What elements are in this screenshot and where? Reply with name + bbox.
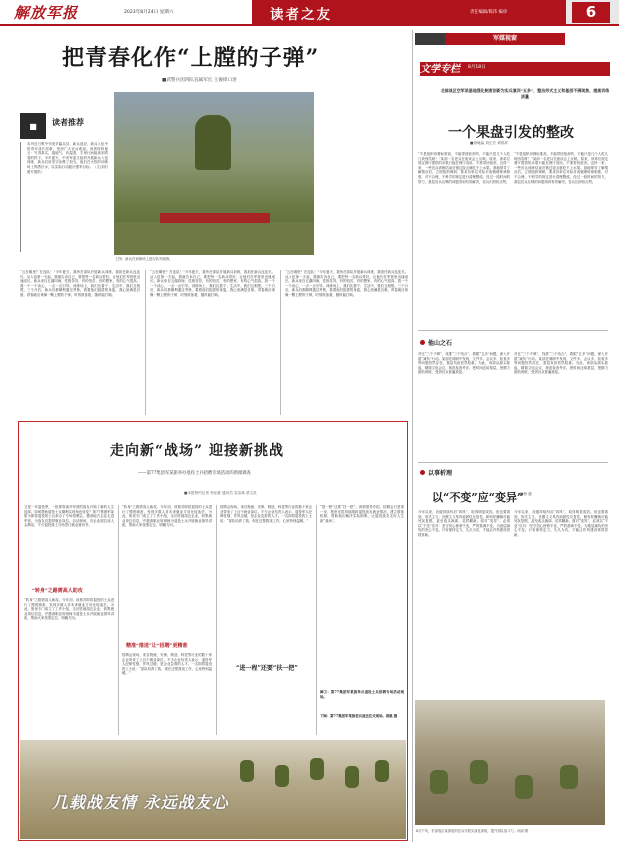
reading-rec-title: 读者推荐 (52, 117, 84, 127)
photo-caption: 上图：新兵在训练场上进行队列训练。 (115, 257, 173, 261)
column-rule (316, 505, 317, 735)
tag-accent (415, 33, 445, 45)
feature-note-1: 图①：第77集团军某旅举办退役士兵招聘专场活动现场。 (320, 690, 404, 699)
soldier-figure (430, 770, 448, 794)
feature-col1-intro: 又是一年退役季，一批即将离开军营的战友开始了新的人生选择。如何帮助退役士兵顺利实现角色转变？第77集团军某旅为即将退役的士兵举办了专场招聘会，邀请地方企业走进军营，为战友们提供就业岗位。活动现场，各企业展位前人头攒动，不少退役战士当场签订就业意向书。 (24, 505, 114, 528)
issue-date: 2023年8月24日 星期六 (124, 10, 174, 15)
feature-pull-quote: “进一程”还要“扶一把” (232, 662, 302, 673)
reading-rec-box (20, 142, 108, 252)
feature-subhead-1: “转身”之路需高人助攻 (32, 588, 83, 594)
feature-col3-body: 招聘会现场，来自物流、安保、制造、科技等行业的数十家企业带来了上百个就业岗位。不少企业负责人表示，退役军人纪律性强、作风过硬，是企业急需的人才。一名即将退役的上士说：“部队培养了我，现在还帮我找工作，心里特别温暖。” (220, 505, 312, 523)
right-headline-2: 以“不变”应“变异” (432, 491, 524, 504)
training-photo-caption: 8月下旬，东部战区某部组织官兵开展实战化训练，提升部队战斗力。孙丽 摄 (416, 829, 528, 833)
reading-rec-badge: ■ (20, 113, 46, 139)
right-body-col1: “不是组织用餐标准高，不能带回宿舍吗，不能只是几个人吃几块西瓜呀！”某部一名老兵在座谈会上反映。原来，该单位规定餐厅提供的水果只能在餐厅食用，不准带回宿舍。这样一来，一些官兵训练结束后错过饭点就吃不上水果。基地领导了解情况后，立即组织调研，要求各单位对标对表梳理规章制度，对不合理、不科学的规定进行清理整改。经过一段时间的努力，基层官兵反映的问题得到有效解决，官兵们纷纷点赞。 (418, 152, 510, 184)
section-bullet-icon (420, 470, 425, 475)
section-bullet-icon (420, 340, 425, 345)
column-date: 8月18日 (468, 65, 486, 70)
page-number: 6 (572, 2, 610, 23)
column-rule (118, 505, 119, 735)
newspaper-logo: 解放军报 (14, 4, 79, 22)
main-headline: 把青春化作“上膛的子弹” (62, 45, 320, 71)
right-headline: 一个果盘引发的整改 (448, 125, 574, 141)
soldier-figure (470, 760, 488, 784)
photo-banner (160, 213, 270, 223)
soldier-figure (275, 765, 289, 787)
photo-ground (114, 222, 314, 255)
feature-photo-slogan: 几载战友情 永远战友心 (52, 793, 229, 812)
section-title: 读者之友 (270, 7, 332, 23)
analysis-col2: 今年以来，各级持续纠治“四风”，取得明显成效。但也要看到，形式主义、官僚主义具有顽固性反复性，稍有松懈就可能死灰复燃，甚至改头换面、花样翻新。面对“变异”，必须以“不变”应对：坚守初心使命不变，严的基调不变，为基层减负的决心不变。只有保持定力、久久为功，才能让作风建设常抓常新。 (514, 510, 608, 537)
section-divider (418, 330, 608, 331)
main-byline: ■武警兵团四队直属军官 王俊锋口述 (162, 78, 237, 83)
column-rule (145, 270, 146, 415)
left-article-col3: “云在哪里？在连队！”今年夏天，我所在部队开展新兵训练，我担任新兵连连长。从入伍第一天起，我就告诉自己，要把每一名新兵带好，让他们在军营里迅速成长。新兵来自五湖四海，性格各异，有的怕苦，有的想家，有的心气很高。我一个一个谈心，一点一点引导。训练场上，我们比着干；生活中，我们互相帮。三个月后，新兵们都顺利通过考核，看着他们挺拔的身姿，我心里满是自豪。青春就应该像一颗上膛的子弹，时刻准备着，随时能打响。 (285, 270, 408, 297)
section-label-1: 他山之石 (428, 340, 453, 347)
feature-note-2: 下图：第77集团军某旅老兵退伍仪式现场。周姚 摄 (320, 714, 398, 718)
training-photo (415, 700, 605, 825)
soldier-figure (240, 760, 254, 782)
feature-col2-body: “转身”之路需高人助攻。今年初，该旅对即将退役的士兵进行了摸底调查，发现多数人对未来就业方向比较迷茫。为此，旅里专门成立了工作小组，走访驻地周边企业，收集就业岗位信息，并邀请职业规划师为退役士兵开展就业指导讲座，帮助大家找准定位、明确方向。 (122, 505, 212, 528)
feature-byline: ■本报特约记者 李佳豪 通讯员 袁洁林 蔡文武 (184, 491, 257, 495)
feature-col2-lower: 招聘会现场，来自物流、安保、制造、科技等行业的数十家企业带来了上百个就业岗位。不少企业负责人表示，退役军人纪律性强、作风过硬，是企业急需的人才。一名即将退役的上士说：“部队培养了我，现在还帮我找工作，心里特别温暖。” (122, 653, 212, 676)
section-label-2: 以事析理 (428, 470, 453, 477)
right-body-col2: “不是组织用餐标准高，不能带回宿舍吗，不能只是几个人吃几块西瓜呀！”某部一名老兵在座谈会上反映。原来，该单位规定餐厅提供的水果只能在餐厅食用，不准带回宿舍。这样一来，一些官兵训练结束后错过饭点就吃不上水果。基地领导了解情况后，立即组织调研，要求各单位对标对表梳理规章制度，对不合理、不科学的规定进行清理整改。经过一段时间的努力，基层官兵反映的问题得到有效解决，官兵们纷纷点赞。 (514, 152, 608, 184)
section-divider (418, 462, 608, 463)
soldier-figure (515, 775, 533, 799)
other-stone-col2: 对比“三个不够”，找准“三个结合”，着眼“五多”问题，深入开展“减负”行动。某部在调研中发现，文件多、会议多、检查多等问题仍然存在，基层负担依然较重。为此，该部从源头抓起，精简文电会议，规范检查考评，把时间还给基层，把精力留给训练，受到官兵普遍欢迎。 (514, 352, 608, 375)
right-column-rule (412, 30, 413, 842)
left-article-col1: “云在哪里？在连队！”今年夏天，我所在部队开展新兵训练，我担任新兵连连长。从入伍第一天起，我就告诉自己，要把每一名新兵带好，让他们在军营里迅速成长。新兵来自五湖四海，性格各异，有的怕苦，有的想家，有的心气很高。我一个一个谈心，一点一点引导。训练场上，我们比着干；生活中，我们互相帮。三个月后，新兵们都顺利通过考核，看着他们挺拔的身姿，我心里满是自豪。青春就应该像一颗上膛的子弹，时刻准备着，随时能打响。 (20, 270, 140, 297)
feature-subhead-2: 精准“推送”让“招聘”更精准 (126, 643, 188, 649)
soldier-figure (560, 765, 578, 789)
reading-rec-body: 本刊近日集中刊发多篇兵员、新兵适应、新兵入伍中的青年成长故事，受到广大官兵欢迎。读者纷纷留言：写得真实，接地气，有温度，字里行间能读到青春的样子。今年夏天，中央军委又组织开展新兵入伍训练，新兵们用坚守诠释了担当。他们在火热的训练场上挥洒汗水，以实际行动践行强军目标。（文/刘灯 照片提供） (27, 142, 108, 174)
feature-headline: 走向新“战场” 迎接新挑战 (110, 443, 284, 459)
media-window-tag: 军媒视窗 (445, 33, 565, 45)
left-article-col2: “云在哪里？在连队！”今年夏天，我所在部队开展新兵训练，我担任新兵连连长。从入伍第一天起，我就告诉自己，要把每一名新兵带好，让他们在军营里迅速成长。新兵来自五湖四海，性格各异，有的怕苦，有的想家，有的心气很高。我一个一个谈心，一点一点引导。训练场上，我们比着干；生活中，我们互相帮。三个月后，新兵们都顺利通过考核，看着他们挺拔的身姿，我心里满是自豪。青春就应该像一颗上膛的子弹，时刻准备着，随时能打响。 (150, 270, 275, 297)
feature-subtitle: ——第77集团军某旅举办退役士兵招聘专场活动的新闻调查 (138, 471, 251, 476)
other-stone-col1: 对比“三个不够”，找准“三个结合”，着眼“五多”问题，深入开展“减负”行动。某部在调研中发现，文件多、会议多、检查多等问题仍然存在，基层负担依然较重。为此，该部从源头抓起，精简文电会议，规范检查考评，把时间还给基层，把精力留给训练，受到官兵普遍欢迎。 (418, 352, 510, 375)
right-subtitle: 北部战区空军某基地强化制度创新为实兵演训“五多”，整治形式主义和基层不满现象，提高训练质量 (440, 88, 610, 99)
soldier-figure (375, 760, 389, 782)
analysis-col1: 今年以来，各级持续纠治“四风”，取得明显成效。但也要看到，形式主义、官僚主义具有顽固性反复性，稍有松懈就可能死灰复燃，甚至改头换面、花样翻新。面对“变异”，必须以“不变”应对：坚守初心使命不变，严的基调不变，为基层减负的决心不变。只有保持定力、久久为功，才能让作风建设常抓常新。 (418, 510, 510, 537)
right-byline-2: ■杨 越 (520, 492, 532, 496)
feature-col1-body: “转身”之路需高人助攻。今年初，该旅对即将退役的士兵进行了摸底调查，发现多数人对未来就业方向比较迷茫。为此，旅里专门成立了工作小组，走访驻地周边企业，收集就业岗位信息，并邀请职业规划师为退役士兵开展就业指导讲座，帮助大家找准定位、明确方向。 (24, 598, 114, 621)
column-rule (280, 270, 281, 415)
editor-credit: 责任编辑/陈伟 编审 (470, 10, 508, 15)
soldier-figure (195, 115, 231, 170)
column-rule (216, 505, 217, 735)
column-logo: 文学专栏 (420, 64, 460, 75)
feature-col4-body: “进一程”还要“扶一把”。该旅领导介绍，招聘会只是第一步，旅里还将持续跟踪退役战友就业情况，建立联系机制，帮助他们解决实际困难，让退役战友走好人生新“战场”。 (320, 505, 404, 523)
right-byline: ■徐晓淼 刘正宏 黄锦祥 (470, 141, 509, 145)
soldier-figure (345, 766, 359, 788)
soldier-figure (310, 758, 324, 780)
